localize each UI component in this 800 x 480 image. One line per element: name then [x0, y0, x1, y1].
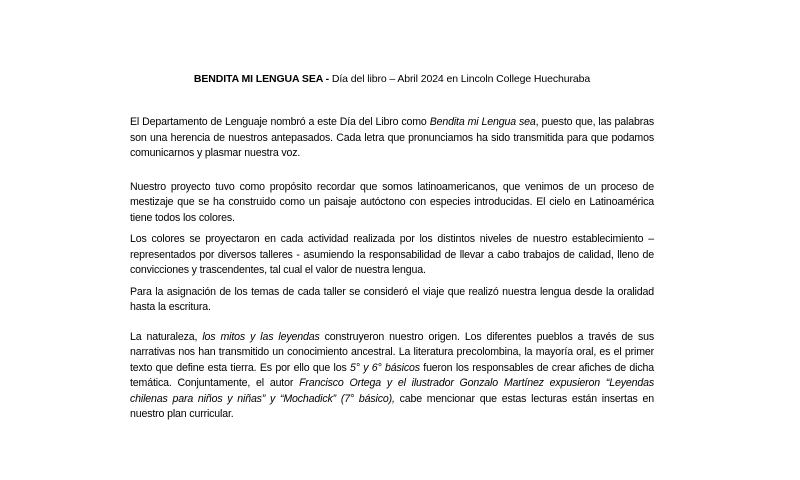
p5-text-a: La naturaleza, — [130, 330, 203, 343]
p5-italic-grades: 5° y 6° básicos — [350, 361, 420, 374]
p5-italic-authors: Francisco Ortega y el ilustrador Gonzalo Martínez expusieron “Leyendas chilenas para niños y niñas” y “Mochadick” (7° básico), — [130, 377, 654, 405]
title-bold: BENDITA MI LENGUA SEA - — [193, 73, 330, 85]
paragraph-nature — [130, 330, 654, 423]
p1-italic-title: Bendita mi Lengua sea — [429, 116, 536, 128]
paragraph-assignment: Para la asignación de los temas de cada taller se consideró el viaje que realizó nuestra lengua desde la oralidad hasta la escritura. — [130, 285, 654, 313]
p1-text-c: , puesto que, las palabras son una herencia de nuestros antepasados. Cada letra que pronunciamos ha sido transmitida para que podamos comunicarnos y plasmar nuestra voz. — [130, 116, 654, 159]
p5-text-e: fueron los responsables de crear afiches de dicha temática. Conjuntamente, el autor — [130, 361, 654, 389]
p5-text-g: cabe mencionar que estas lecturas están insertas en nuestro plan curricular. — [130, 392, 654, 420]
p5-text-c: construyeron nuestro origen. Los diferentes pueblos a través de sus narrativas nos han transmitido un conocimiento ancestral. La literatura precolombina, la mayoría oral, es el primer texto que define esta tierra. Es por ello que los — [130, 330, 655, 374]
title-rest: Día del libro – Abril 2024 en Lincoln College Huechuraba — [329, 73, 591, 85]
paragraph-intro — [130, 115, 654, 162]
document-title — [130, 72, 654, 86]
paragraph-purpose: Nuestro proyecto tuvo como propósito recordar que somos latinoamericanos, que venimos de un proceso de mestizaje que se ha construido como un paisaje autóctono con especies introducidas. El cielo en Latinoamérica tiene todos los colores. — [130, 180, 654, 224]
p1-text-a: El Departamento de Lenguaje nombró a este Día del Libro como — [130, 116, 430, 128]
document-page — [130, 72, 654, 423]
p5-italic-myths: los mitos y las leyendas — [202, 330, 320, 343]
paragraph-colors: Los colores se proyectaron en cada actividad realizada por los distintos niveles de nuestro establecimiento – representados por diversos talleres - asumiendo la responsabilidad de llevar a cabo trabajos de calidad, lleno de convicciones y trascendentes, tal cual el valor de nuestra lengua. — [130, 233, 654, 276]
